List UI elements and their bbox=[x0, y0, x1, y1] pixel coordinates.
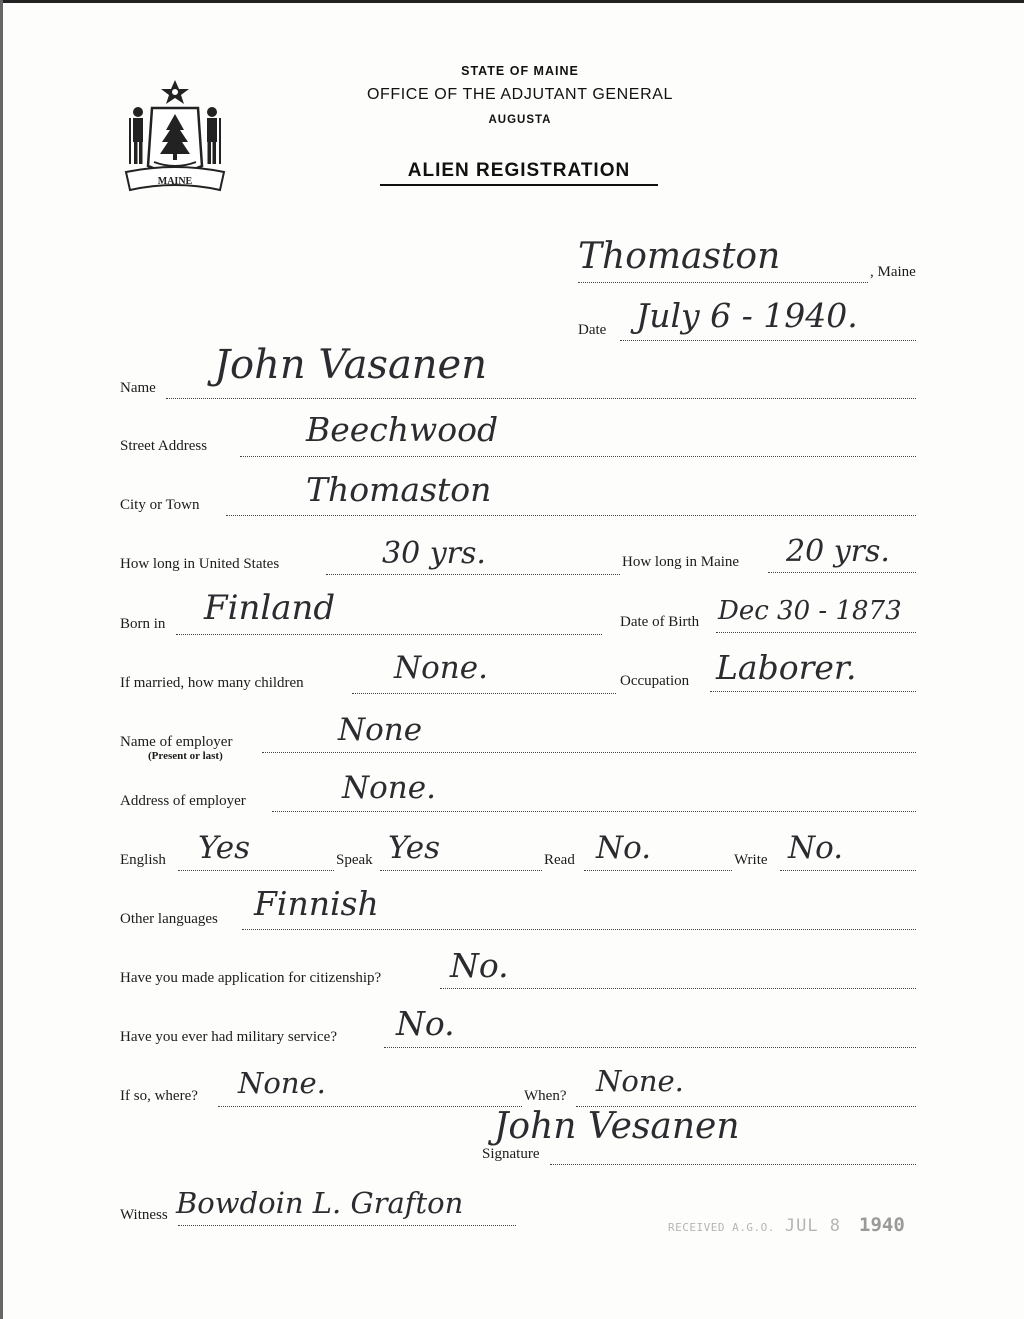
speak-value: Yes bbox=[388, 830, 441, 866]
scan-edge-top bbox=[0, 0, 1024, 3]
witness-label: Witness bbox=[120, 1207, 168, 1223]
date-of-birth-value: Dec 30 - 1873 bbox=[718, 596, 902, 626]
employer-address-line bbox=[272, 811, 916, 812]
signature-value: John Vesanen bbox=[494, 1106, 740, 1147]
street-address-line bbox=[240, 456, 916, 457]
street-address-value: Beechwood bbox=[306, 410, 499, 449]
street-address-label: Street Address bbox=[120, 438, 208, 454]
born-in-label: Born in bbox=[120, 616, 166, 632]
english-label: English bbox=[120, 852, 166, 868]
where-line bbox=[218, 1106, 522, 1107]
military-value: No. bbox=[396, 1004, 455, 1043]
read-label: Read bbox=[544, 852, 575, 868]
date-of-birth-line bbox=[716, 632, 916, 633]
born-in-value: Finland bbox=[204, 588, 336, 628]
seal-banner-text: MAINE bbox=[157, 176, 193, 187]
english-line bbox=[178, 870, 334, 871]
where-value: None. bbox=[238, 1066, 326, 1100]
name-value: John Vasanen bbox=[214, 342, 487, 388]
witness-line bbox=[178, 1225, 516, 1226]
form-title: ALIEN REGISTRATION bbox=[380, 160, 658, 186]
write-value: No. bbox=[788, 830, 844, 866]
other-languages-line bbox=[242, 929, 916, 930]
town-suffix: , Maine bbox=[870, 264, 916, 280]
signature-label: Signature bbox=[482, 1146, 540, 1162]
write-line bbox=[780, 870, 916, 871]
occupation-value: Laborer. bbox=[716, 648, 857, 687]
citizenship-label: Have you made application for citizenship? bbox=[120, 970, 382, 986]
city-label: City or Town bbox=[120, 497, 200, 513]
occupation-line bbox=[710, 691, 916, 692]
stamp-received: RECEIVED A.G.O. bbox=[668, 1221, 775, 1234]
where-label: If so, where? bbox=[120, 1088, 198, 1104]
read-line bbox=[584, 870, 732, 871]
write-label: Write bbox=[734, 852, 768, 868]
signature-line bbox=[550, 1164, 916, 1165]
how-long-us-label: How long in United States bbox=[120, 556, 280, 572]
name-line bbox=[166, 398, 916, 399]
date-value: July 6 - 1940. bbox=[636, 296, 858, 335]
employer-address-value: None. bbox=[342, 770, 436, 806]
how-long-maine-line bbox=[768, 572, 916, 573]
date-label: Date bbox=[578, 322, 607, 338]
other-languages-value: Finnish bbox=[254, 884, 379, 923]
english-value: Yes bbox=[198, 830, 251, 866]
how-long-us-line bbox=[326, 574, 620, 575]
employer-address-label: Address of employer bbox=[120, 793, 246, 809]
town-value: Thomaston bbox=[578, 236, 781, 277]
born-in-line bbox=[176, 634, 602, 635]
header-office: OFFICE OF THE ADJUTANT GENERAL bbox=[366, 86, 674, 103]
city-value: Thomaston bbox=[306, 470, 492, 509]
header-city: AUGUSTA bbox=[488, 114, 552, 126]
stamp-year: 1940 bbox=[859, 1214, 905, 1236]
employer-name-line bbox=[262, 752, 916, 753]
date-line bbox=[620, 340, 916, 341]
how-long-maine-value: 20 yrs. bbox=[786, 534, 890, 569]
speak-line bbox=[380, 870, 542, 871]
employer-name-label: Name of employer bbox=[120, 734, 233, 750]
occupation-label: Occupation bbox=[620, 673, 690, 689]
children-label: If married, how many children bbox=[120, 675, 304, 691]
children-line bbox=[352, 693, 616, 694]
military-line bbox=[384, 1047, 916, 1048]
children-value: None. bbox=[394, 650, 488, 686]
citizenship-line bbox=[440, 988, 916, 989]
when-value: None. bbox=[596, 1064, 684, 1098]
city-line bbox=[226, 515, 916, 516]
other-languages-label: Other languages bbox=[120, 911, 218, 927]
employer-name-sublabel: (Present or last) bbox=[148, 750, 223, 762]
received-stamp bbox=[668, 1214, 905, 1236]
military-label: Have you ever had military service? bbox=[120, 1029, 337, 1045]
citizenship-value: No. bbox=[450, 946, 509, 985]
when-label: When? bbox=[524, 1088, 567, 1104]
employer-name-value: None bbox=[338, 712, 423, 748]
stamp-date: JUL 8 bbox=[784, 1216, 842, 1236]
name-label: Name bbox=[120, 380, 156, 396]
date-of-birth-label: Date of Birth bbox=[620, 614, 700, 630]
witness-value: Bowdoin L. Grafton bbox=[176, 1186, 464, 1220]
header-state: STATE OF MAINE bbox=[461, 64, 579, 78]
how-long-us-value: 30 yrs. bbox=[382, 536, 486, 571]
speak-label: Speak bbox=[336, 852, 373, 868]
town-line bbox=[578, 282, 868, 283]
scan-edge-left bbox=[0, 0, 3, 1319]
read-value: No. bbox=[596, 830, 652, 866]
how-long-maine-label: How long in Maine bbox=[622, 554, 740, 570]
maine-seal-icon bbox=[122, 78, 228, 196]
